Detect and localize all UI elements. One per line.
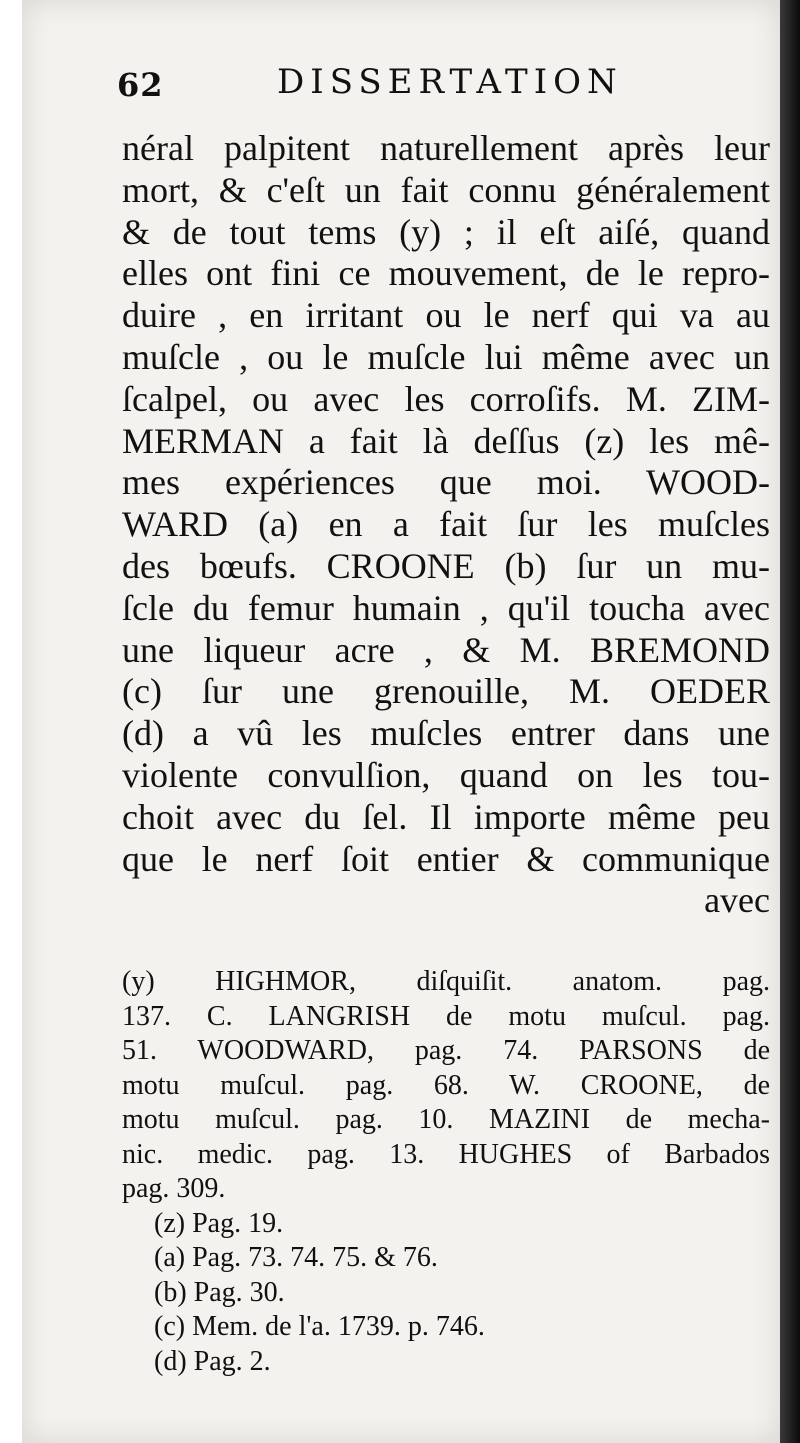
footnote-line: (d) Pag. 2. xyxy=(154,1345,271,1377)
book-spine-shadow xyxy=(780,0,800,1443)
text-line: que le nerf ſoit entier & communique xyxy=(122,838,770,879)
footnote-line: 51. WOODWARD, pag. 74. PARSONS de xyxy=(122,1035,770,1066)
footnote-line: (b) Pag. 30. xyxy=(154,1276,285,1308)
text-line: choit avec du ſel. Il importe même peu xyxy=(122,796,770,837)
footnote-line: (z) Pag. 19. xyxy=(154,1207,284,1239)
running-head xyxy=(117,62,737,110)
footnote-line: (a) Pag. 73. 74. 75. & 76. xyxy=(154,1242,438,1273)
text-line: une liqueur acre , & M. BREMOND xyxy=(122,629,770,670)
page-number: 62 xyxy=(117,66,164,104)
running-title: DISSERTATION xyxy=(277,62,623,102)
text-line: elles ont fini ce mouvement, de le repro- xyxy=(122,253,770,294)
text-line: néral palpitent naturellement après leur xyxy=(122,128,770,168)
text-line: duire , en irritant ou le nerf qui va au xyxy=(122,295,770,336)
text-line: WARD (a) en a fait ſur les muſcles xyxy=(122,504,770,545)
footnote-line: (y) HIGHMOR, diſquiſit. anatom. pag. xyxy=(122,966,770,997)
catchword: avec xyxy=(704,880,770,921)
main-text xyxy=(122,128,770,922)
text-line: (c) ſur une grenouille, M. OEDER xyxy=(122,671,770,712)
footnotes xyxy=(122,965,770,1379)
text-line: (d) a vû les muſcles entrer dans une xyxy=(122,713,770,754)
footnote-line: 137. C. LANGRISH de motu muſcul. pag. xyxy=(122,1000,770,1032)
text-line: MERMAN a fait là deſſus (z) les mê- xyxy=(122,420,770,461)
text-line: muſcle , ou le muſcle lui même avec un xyxy=(122,336,770,377)
footnote-line: (c) Mem. de l'a. 1739. p. 746. xyxy=(154,1311,485,1342)
footnote-line: motu muſcul. pag. 10. MAZINI de mecha- xyxy=(122,1104,770,1135)
text-line: ſcle du femur humain , qu'il toucha avec xyxy=(122,587,770,628)
text-line: mort, & c'eſt un fait connu généralement xyxy=(122,169,770,210)
text-line: & de tout tems (y) ; il eſt aiſé, quand xyxy=(122,211,770,252)
text-line: mes expériences que moi. WOOD- xyxy=(122,462,770,503)
text-line: ſcalpel, ou avec les corroſifs. M. ZIM- xyxy=(122,378,770,419)
footnote-line: motu muſcul. pag. 68. W. CROONE, de xyxy=(122,1069,770,1101)
text-line: violente convulſion, quand on les tou- xyxy=(122,754,770,795)
footnote-line: pag. 309. xyxy=(122,1173,226,1204)
footnote-line: nic. medic. pag. 13. HUGHES of Barbados xyxy=(122,1138,770,1170)
text-line: des bœufs. CROONE (b) ſur un mu- xyxy=(122,545,770,586)
book-page xyxy=(22,0,780,1443)
